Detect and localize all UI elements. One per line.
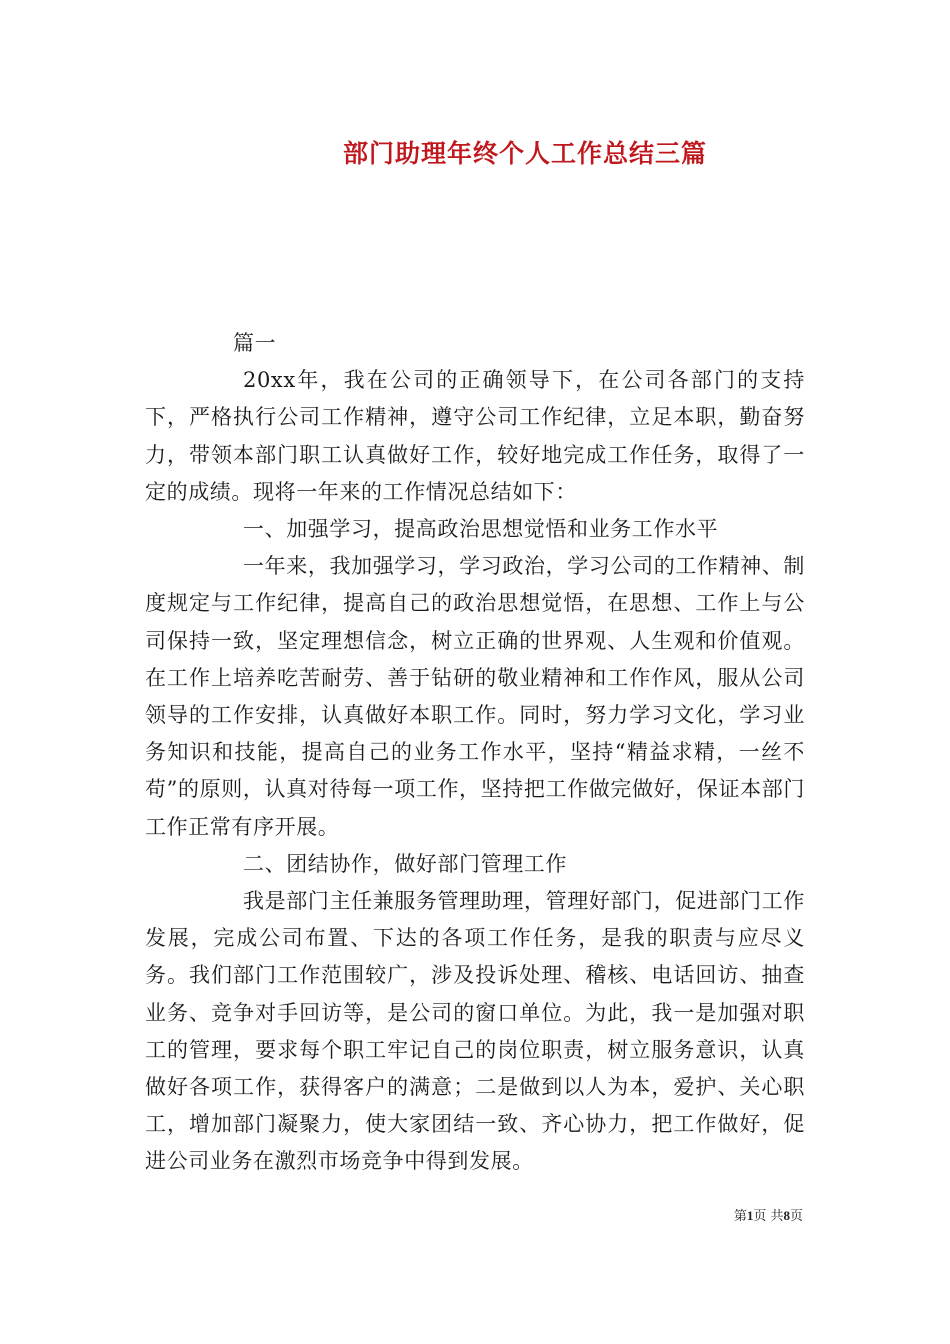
footer-suffix: 页	[789, 1209, 803, 1224]
page-number: 1	[746, 1208, 754, 1223]
section-label: 篇一	[233, 331, 277, 355]
document-title: 部门助理年终个人工作总结三篇	[342, 139, 707, 168]
page-total: 8	[783, 1208, 790, 1223]
paragraph: 20xx年，我在公司的正确领导下，在公司各部门的支持下，严格执行公司工作精神，遵守公司工作纪律，立足本职，勤奋努力，带领本部门职工认真做好工作，较好地完成工作任务，取得了一定的成绩。现将一年来的工作情况总结如下：	[145, 368, 805, 504]
document-body	[145, 325, 805, 1181]
paragraph: 我是部门主任兼服务管理助理，管理好部门，促进部门工作发展，完成公司布置、下达的各项工作任务，是我的职责与应尽义务。我们部门工作范围较广，涉及投诉处理、稽核、电话回访、抽查业务、竞争对手回访等，是公司的窗口单位。为此，我一是加强对职工的管理，要求每个职工牢记自己的岗位职责，树立服务意识，认真做好各项工作，获得客户的满意；二是做到以人为本，爱护、关心职工，增加部门凝聚力，使大家团结一致、齐心协力，把工作做好，促进公司业务在激烈市场竞争中得到发展。	[145, 889, 805, 1174]
paragraph: 一年来，我加强学习，学习政治，学习公司的工作精神、制度规定与工作纪律，提高自己的政治思想觉悟，在思想、工作上与公司保持一致，坚定理想信念，树立正确的世界观、人生观和价值观。在工作上培养吃苦耐劳、善于钻研的敬业精神和工作作风，服从公司领导的工作安排，认真做好本职工作。同时，努力学习文化，学习业务知识和技能，提高自己的业务工作水平，坚持“精益求精，一丝不苟”的原则，认真对待每一项工作，坚持把工作做完做好，保证本部门工作正常有序开展。	[145, 554, 805, 839]
section-heading: 一、加强学习，提高政治思想觉悟和业务工作水平	[243, 517, 719, 542]
footer-prefix: 第	[733, 1209, 747, 1224]
footer-middle: 页 共	[753, 1209, 784, 1224]
section-heading: 二、团结协作，做好部门管理工作	[243, 851, 567, 876]
page-footer	[734, 1205, 803, 1224]
